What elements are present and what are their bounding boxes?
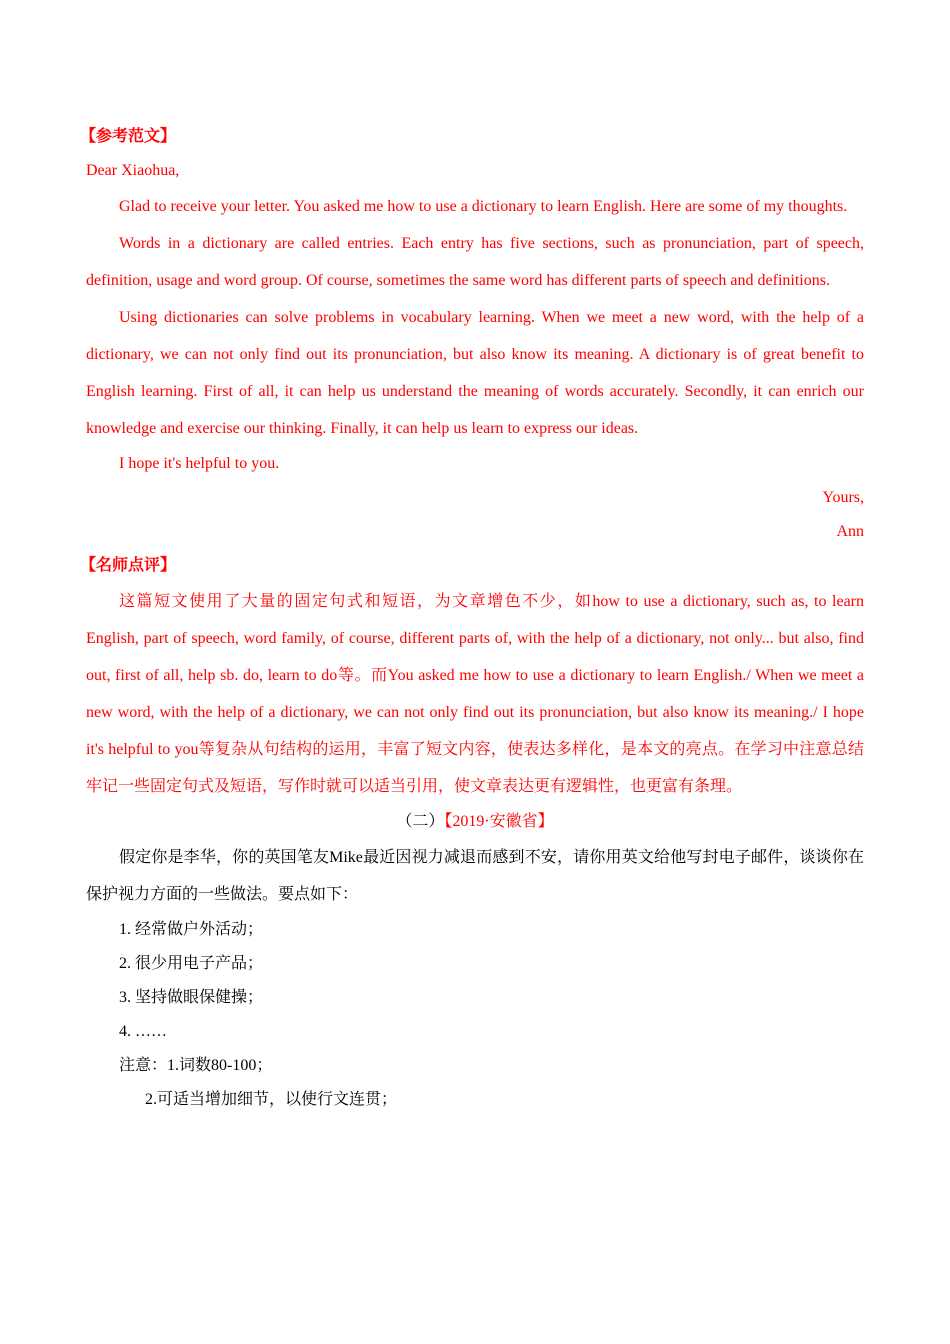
prompt-point-3: 3. 坚持做眼保健操； (119, 989, 264, 1006)
writing-prompt: 假定你是李华，你的英国笔友Mike最近因视力减退而感到不安，请你用英文给他写封电子邮件，谈谈你在保护视力方面的一些做法。要点如下： (86, 849, 864, 903)
section-title (86, 805, 864, 839)
teacher-comment-heading: 【名师点评】 (80, 557, 177, 574)
teacher-comment-text: 这篇短文使用了大量的固定句式和短语，为文章增色不少，如how to use a dictionary, such as, to learn English, part of speech, word family, of course, different parts of, with the help of a dictionary, not only... but also, find out, first of all, help sb. do, learn to do等。而You asked me how to use a dictionary to learn English./ When we meet a new word, with the help of a dictionary, we can not only find out its pronunciation, but also know its meaning./ I hope it's helpful to you等复杂从句结构的运用，丰富了短文内容，使表达多样化，是本文的亮点。在学习中注意总结牢记一些固定句式及短语，写作时就可以适当引用，使文章表达更有逻辑性，也更富有条理。 (86, 593, 864, 795)
prompt-point-2: 2. 很少用电子产品； (119, 955, 264, 972)
letter-paragraph-1: Glad to receive your letter. You asked me how to use a dictionary to learn English. Here are some of my thoughts. (119, 198, 848, 215)
letter-paragraph-3: Using dictionaries can solve problems in vocabulary learning. When we meet a new word, with the help of a dictionary, we can not only find out its pronunciation, but also know its meaning. A dictionary is of great benefit to English learning. First of all, it can help us understand the meaning of words accurately. Secondly, it can enrich our knowledge and exercise our thinking. Finally, it can help us learn to express our ideas. (86, 309, 864, 437)
prompt-point-4: 4. …… (119, 1023, 167, 1040)
letter-paragraph-2: Words in a dictionary are called entries. Each entry has five sections, such as pronunciation, part of speech, definition, usage and word group. Of course, sometimes the same word has different parts of speech and definitions. (86, 235, 864, 289)
letter-paragraph-4: I hope it's helpful to you. (119, 455, 280, 472)
prompt-point-1: 1. 经常做户外活动； (119, 921, 264, 938)
letter-signature: Ann (836, 523, 864, 540)
notes-line-2: 2.可适当增加细节，以使行文连贯； (145, 1091, 398, 1108)
section-source: 【2019·安徽省】 (444, 813, 554, 830)
letter-closing: Yours, (822, 489, 864, 506)
letter-salutation: Dear Xiaohua, (86, 162, 180, 179)
section-number: （二） (396, 813, 445, 830)
notes-line-1: 注意：1.词数80-100； (119, 1057, 273, 1074)
sample-essay-heading: 【参考范文】 (80, 128, 177, 145)
